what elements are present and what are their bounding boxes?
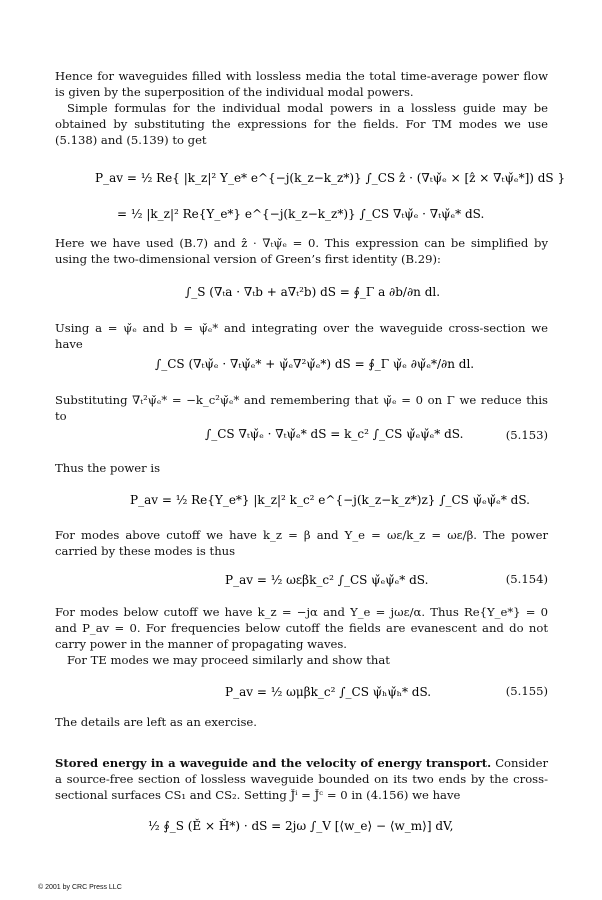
equation-power-text: P_av = ½ Re{Y_e*} |k_z|² k_c² e^{−j(k_z−k_z*)z} ∫_CS ψ̌ₑψ̌ₑ* dS. <box>130 493 530 507</box>
equation-energy-math <box>55 808 548 848</box>
equation-5154-text: P_av = ½ ωεβk_c² ∫_CS ψ̌ₑψ̌ₑ* dS. <box>225 573 429 587</box>
equation-number-5153: (5.153) <box>505 428 548 442</box>
equation-green-text: ∫_S (∇ₜa · ∇ₜb + a∇ₜ²b) dS = ∮_Γ a ∂b/∂n dl. <box>185 285 441 299</box>
equation-5155 <box>55 676 548 716</box>
equation-5153 <box>55 414 548 454</box>
equation-green-applied <box>55 342 548 386</box>
paragraph-5: Substituting ∇ₜ²ψ̌ₑ* = −k_c²ψ̌ₑ* and remembering that ψ̌ₑ = 0 on Γ we reduce this to <box>55 393 548 423</box>
equation-pav <box>55 160 566 232</box>
copyright-footer: © 2001 by CRC Press LLC <box>38 884 122 891</box>
equation-number-5154: (5.154) <box>505 572 548 586</box>
paragraph-7: For modes above cutoff we have k_z = β and Y_e = ωε/k_z = ωε/β. The power carried by these modes is thus <box>55 528 548 558</box>
equation-5154-math <box>55 562 485 602</box>
paragraph-10: The details are left as an exercise. <box>55 715 257 729</box>
equation-power-math <box>55 482 548 522</box>
equation-5153-math <box>55 414 485 454</box>
equation-energy <box>55 808 548 848</box>
equation-number-5155: (5.155) <box>505 684 548 698</box>
equation-5153-text: ∫_CS ∇ₜψ̌ₑ · ∇ₜψ̌ₑ* dS = k_c² ∫_CS ψ̌ₑψ̌ₑ* dS. <box>205 427 464 441</box>
equation-pav-math <box>55 160 566 232</box>
paragraph-3: Here we have used (B.7) and ẑ · ∇ₜψ̌ₑ = 0. This expression can be simplified by using the two-dimensional version of Green’s first identity (B.29): <box>55 236 548 266</box>
equation-green-math <box>55 272 548 312</box>
paragraph-11 <box>55 755 548 803</box>
paragraph-2: Simple formulas for the individual modal powers in a lossless guide may be obtained by substituting the expressions for the fields. For TM modes we use (5.138) and (5.139) to get <box>55 101 548 147</box>
equation-5154 <box>55 562 548 602</box>
paragraph-1: Hence for waveguides filled with lossless media the total time-average power flow is given by the superposition of the individual modal powers. <box>55 69 548 99</box>
section-heading: Stored energy in a waveguide and the velocity of energy transport. <box>55 756 492 770</box>
paragraph-9: For TE modes we may proceed similarly and show that <box>67 653 390 667</box>
equation-5155-math <box>55 676 485 716</box>
equation-pav-line1: P_av = ½ Re{ |k_z|² Y_e* e^{−j(k_z−k_z*)} ∫_CS ẑ · (∇ₜψ̌ₑ × [ẑ × ∇ₜψ̌ₑ*]) dS } <box>95 171 566 185</box>
equation-green-applied-text: ∫_CS (∇ₜψ̌ₑ · ∇ₜψ̌ₑ* + ψ̌ₑ∇²ψ̌ₑ*) dS = ∮_Γ ψ̌ₑ ∂ψ̌ₑ*/∂n dl. <box>155 357 475 371</box>
equation-green-applied-math <box>55 342 548 386</box>
equation-green <box>55 272 548 312</box>
equation-power <box>55 482 548 522</box>
paragraph-6: Thus the power is <box>55 461 161 475</box>
paragraph-8: For modes below cutoff we have k_z = −jα and Y_e = jωε/α. Thus Re{Y_e*} = 0 and P_av = 0. For frequencies below cutoff the fields are evanescent and do not carry power in the manner of propagating waves. <box>55 605 548 651</box>
paragraph-11-text: Consider a source-free section of lossless waveguide bounded on its two ends by the cross-sectional surfaces CS₁ and CS₂. Setting J̌ⁱ = J̌ᶜ = 0 in (4.156) we have <box>55 756 548 802</box>
equation-pav-line2: = ½ |k_z|² Re{Y_e*} e^{−j(k_z−k_z*)} ∫_CS ∇ₜψ̌ₑ · ∇ₜψ̌ₑ* dS. <box>117 207 485 221</box>
equation-5155-text: P_av = ½ ωμβk_c² ∫_CS ψ̌ₕψ̌ₕ* dS. <box>225 685 432 699</box>
equation-energy-text: ½ ∮_S (Ě × Ȟ*) · dS = 2jω ∫_V [⟨w_e⟩ − ⟨w_m⟩] dV, <box>148 819 454 833</box>
paragraph-4: Using a = ψ̌ₑ and b = ψ̌ₑ* and integrating over the waveguide cross-section we have <box>55 321 548 351</box>
